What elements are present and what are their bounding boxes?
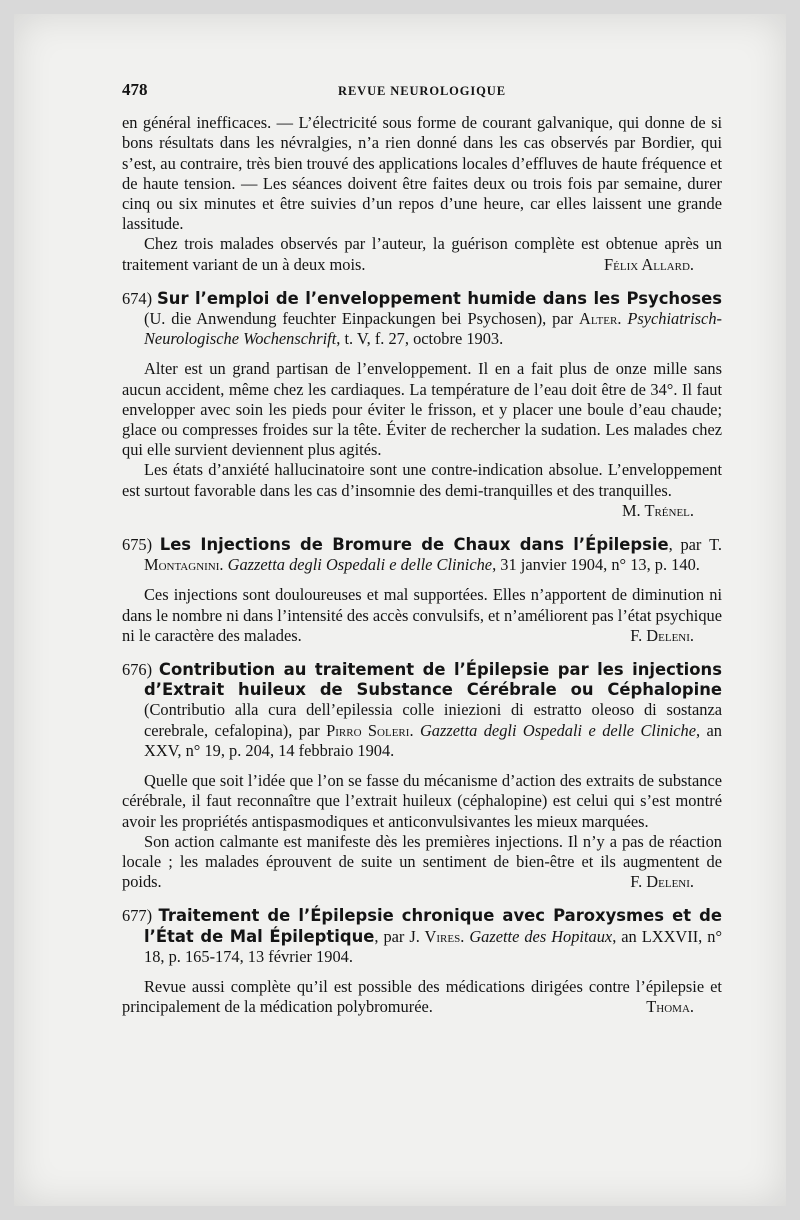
entry-heading: 675) Les Injections de Bromure de Chaux dans l’Épilepsie, par T. Montagnini. Gazzetta degli Ospedali e delle Cliniche, 31 janvier 1904, n° 13, p. 140. bbox=[122, 535, 722, 575]
journal-name: Psychiatrisch-Neurologische Wochenschrift bbox=[144, 309, 722, 349]
intro-paragraph-2: Chez trois malades observés par l’auteur, la guérison complète est obtenue après un traitement variant de un à deux mois. Félix Allard. bbox=[122, 234, 722, 274]
intro-paragraph: en général inefficaces. — L’électricité sous forme de courant galvanique, qui donne de si bons résultats dans les névralgies, n’a rien donné dans les cas observés par Bordier, qui s’est, au contraire, très bien trouvé des applications locales d’effluves de haute fréquence et de haute tension. — Les séances doivent être faites deux ou trois fois par semaine, durer cinq ou six minutes et être suivies d’un repos d’une heure, car elles laissent une grande lassitude. bbox=[122, 113, 722, 234]
page-content bbox=[122, 80, 722, 1017]
entry-heading: 677) Traitement de l’Épilepsie chronique avec Paroxysmes et de l’État de Mal Épileptique, par J. Vires. Gazette des Hopitaux, an LXXVII, n° 18, p. 165-174, 13 février 1904. bbox=[122, 906, 723, 966]
entry-number: 674) bbox=[122, 288, 153, 308]
body-paragraph: Alter est un grand partisan de l’enveloppement. Il en a fait plus de onze mille sans aucun accident, même chez les cardiaques. La température de l’eau doit être de 34°. Il faut envelopper avec soin les pieds pour éviter le frisson, et y placer une boule d’eau chaude; glace ou compresses froides sur la tête. Éviter de rechercher la sudation. Les malades chez qui elle survient deviennent plus agités. bbox=[122, 359, 722, 460]
running-header bbox=[122, 80, 722, 101]
entry-number: 675) bbox=[122, 535, 153, 555]
journal-name: Gazzetta degli Ospedali e delle Cliniche bbox=[227, 555, 493, 575]
signature: Thoma. bbox=[646, 997, 694, 1017]
signature: F. Deleni. bbox=[630, 872, 694, 892]
author: J. Vires bbox=[409, 926, 461, 946]
journal-title: REVUE NEUROLOGIQUE bbox=[338, 84, 506, 98]
entry-title: Sur l’emploi de l’enveloppement humide dans les Psychoses bbox=[156, 288, 722, 308]
entry-heading: 674) Sur l’emploi de l’enveloppement humide dans les Psychoses (U. die Anwendung feuchter Einpackungen bei Psychosen), par Alter. Psychiatrisch-Neurologische Wochenschrift, t. V, f. 27, octobre 1903. bbox=[122, 288, 722, 349]
entry-number: 676) bbox=[122, 660, 153, 680]
entry-title: Traitement de l’Épilepsie chronique avec Paroxysmes et de l’État de Mal Épileptique bbox=[144, 906, 722, 946]
entry-heading: 676) Contribution au traitement de l’Épilepsie par les injections d’Extrait huileux de Substance Cérébrale ou Céphalopine (Contributio alla cura dell’epilessia colle iniezioni di estratto oleoso di sostanza cerebrale, cefalopina), par Pirro Soleri. Gazzetta degli Ospedali e delle Cliniche, an XXV, n° 19, p. 204, 14 febbraio 1904. bbox=[122, 660, 722, 760]
signature: F. Deleni. bbox=[630, 625, 694, 645]
body-paragraph: Ces injections sont douloureuses et mal supportées. Elles n’apportent de diminution ni dans le nombre ni dans l’intensité des accès convulsifs, et n’améliorent pas l’état psychique ni le caractère des malades. F. Deleni. bbox=[122, 585, 722, 645]
entry-title: Les Injections de Bromure de Chaux dans l’Épilepsie bbox=[159, 535, 669, 555]
abstract-entry-677 bbox=[122, 906, 722, 1017]
entry-body bbox=[122, 359, 722, 521]
signature: M. Trénel. bbox=[621, 500, 694, 520]
entry-title: Contribution au traitement de l’Épilepsie par les injections d’Extrait huileux de Substance Cérébrale ou Céphalopine bbox=[144, 660, 722, 700]
scanned-page bbox=[14, 14, 786, 1206]
signature: Félix Allard. bbox=[604, 254, 694, 274]
body-paragraph: Revue aussi complète qu’il est possible des médications dirigées contre l’épilepsie et principalement de la médication polybromurée. Thoma. bbox=[122, 976, 722, 1017]
author: T. Montagnini bbox=[144, 535, 722, 575]
body-paragraph: Quelle que soit l’idée que l’on se fasse du mécanisme d’action des extraits de substance cérébrale, il faut reconnaître que l’extrait huileux (céphalopine) est celui qui s’est montré avoir les propriétés antispasmodiques et anticonvulsivantes les mieux marquées. bbox=[122, 771, 722, 831]
entry-body bbox=[122, 585, 722, 646]
journal-name: Gazette des Hopitaux bbox=[469, 926, 613, 946]
abstract-entry-676 bbox=[122, 660, 722, 892]
journal-name: Gazzetta degli Ospedali e delle Cliniche bbox=[419, 720, 697, 740]
entry-number: 677) bbox=[122, 906, 153, 926]
entry-body bbox=[122, 977, 722, 1017]
body-paragraph: Les états d’anxiété hallucinatoire sont une contre-indication absolue. L’enveloppement est surtout favorable dans les cas d’insomnie des demi-tranquilles et des tranquilles. M. Trénel. bbox=[122, 460, 722, 520]
author: Alter bbox=[578, 309, 618, 329]
body-paragraph: Son action calmante est manifeste dès les premières injections. Il n’y a pas de réaction locale ; les malades éprouvent de suite un sentiment de bien-être et ils augmentent de poids. F. Deleni. bbox=[122, 831, 722, 892]
author: Pirro Soleri bbox=[326, 720, 410, 740]
abstract-entry-674 bbox=[122, 289, 722, 521]
page-number: 478 bbox=[122, 80, 148, 99]
entry-body bbox=[122, 771, 722, 892]
abstract-entry-675 bbox=[122, 535, 722, 646]
